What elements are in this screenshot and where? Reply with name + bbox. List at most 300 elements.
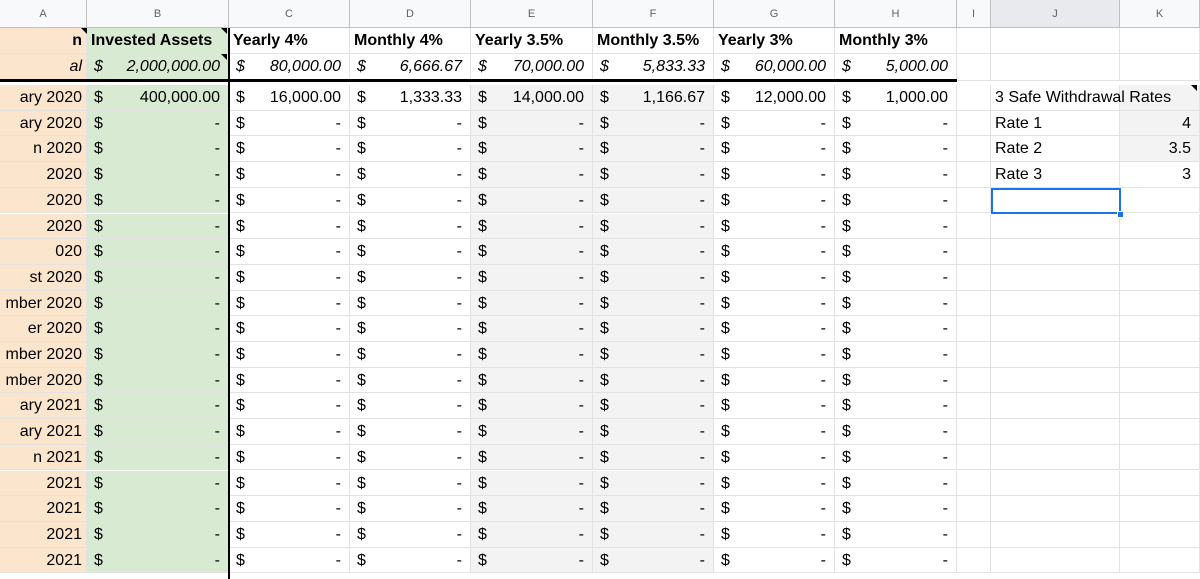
cell-f1[interactable] [593,28,714,54]
currency-symbol: $ [236,58,245,75]
cell-c8[interactable] [229,214,350,240]
cell-g4[interactable] [714,111,835,137]
cell-e9[interactable] [471,239,593,265]
cell-j16[interactable] [991,419,1120,445]
currency-symbol: $ [357,474,366,492]
cell-a4[interactable] [0,111,87,137]
cell-f9[interactable] [593,239,714,265]
cell-g8[interactable] [714,214,835,240]
amount-value: - [578,268,584,286]
cell-i10[interactable] [957,265,991,291]
cell-j18[interactable] [991,471,1120,497]
cell-j8[interactable] [991,214,1120,240]
cell-c10[interactable] [229,265,350,291]
cell-a2[interactable] [0,54,87,81]
cell-g14[interactable] [714,368,835,394]
cell-b20[interactable] [87,522,229,548]
cell-b10[interactable] [87,265,229,291]
amount-value: - [942,114,948,132]
cell-h21[interactable] [835,548,957,574]
cell-i8[interactable] [957,214,991,240]
cell-a5[interactable] [0,136,87,162]
cell-a19[interactable] [0,496,87,522]
month-label: ary 2021 [19,423,82,441]
cell-e5[interactable] [471,136,593,162]
column-header-f[interactable]: F [593,0,714,28]
amount-value: - [335,551,341,569]
column-header-b[interactable]: B [87,0,229,28]
cell-h12[interactable] [835,316,957,342]
cell-d8[interactable] [350,214,471,240]
cell-c6[interactable] [229,162,350,188]
amount-value: 1,333.33 [399,89,462,106]
cell-i1[interactable] [957,28,991,54]
cell-f13[interactable] [593,342,714,368]
cell-h11[interactable] [835,291,957,317]
cell-g1[interactable] [714,28,835,54]
currency-symbol: $ [842,500,851,518]
cell-d19[interactable] [350,496,471,522]
cell-h1[interactable] [835,28,957,54]
cell-h7[interactable] [835,188,957,214]
cell-e12[interactable] [471,316,593,342]
cell-i17[interactable] [957,445,991,471]
currency-symbol: $ [357,525,366,543]
cell-k17[interactable] [1120,445,1200,471]
cell-g20[interactable] [714,522,835,548]
cell-d6[interactable] [350,162,471,188]
cell-g21[interactable] [714,548,835,574]
cell-f4[interactable] [593,111,714,137]
cell-i7[interactable] [957,188,991,214]
cell-g9[interactable] [714,239,835,265]
cell-d11[interactable] [350,291,471,317]
cell-d9[interactable] [350,239,471,265]
currency-symbol: $ [842,371,851,389]
cell-c16[interactable] [229,419,350,445]
column-header-k[interactable]: K [1120,0,1200,28]
cell-b14[interactable] [87,368,229,394]
cell-d21[interactable] [350,548,471,574]
cell-k20[interactable] [1120,522,1200,548]
cell-b12[interactable] [87,316,229,342]
cell-a16[interactable] [0,419,87,445]
cell-a21[interactable] [0,548,87,574]
cell-e2[interactable] [471,54,593,81]
cell-e17[interactable] [471,445,593,471]
cell-j9[interactable] [991,239,1120,265]
amount-value: - [214,320,220,338]
cell-i15[interactable] [957,393,991,419]
cell-j17[interactable] [991,445,1120,471]
cell-f19[interactable] [593,496,714,522]
cell-i19[interactable] [957,496,991,522]
cell-i16[interactable] [957,419,991,445]
cell-h5[interactable] [835,136,957,162]
cell-b5[interactable] [87,136,229,162]
currency-symbol: $ [721,217,730,235]
cell-j13[interactable] [991,342,1120,368]
cell-b17[interactable] [87,445,229,471]
cell-j20[interactable] [991,522,1120,548]
cell-i3[interactable] [957,85,991,111]
cell-e7[interactable] [471,188,593,214]
amount-value: - [214,268,220,286]
cell-g16[interactable] [714,419,835,445]
cell-b9[interactable] [87,239,229,265]
cell-c9[interactable] [229,239,350,265]
cell-a15[interactable] [0,393,87,419]
cell-g3[interactable] [714,85,835,111]
cell-d15[interactable] [350,393,471,419]
cell-c2[interactable] [229,54,350,81]
cell-d3[interactable] [350,85,471,111]
cell-k8[interactable] [1120,214,1200,240]
currency-symbol: $ [357,397,366,415]
amount-value: - [335,320,341,338]
currency-symbol: $ [478,423,487,441]
cell-f7[interactable] [593,188,714,214]
cell-e3[interactable] [471,85,593,111]
cell-a9[interactable] [0,239,87,265]
cell-e13[interactable] [471,342,593,368]
cell-a6[interactable] [0,162,87,188]
amount-value: - [456,114,462,132]
cell-j14[interactable] [991,368,1120,394]
column-header-j[interactable]: J [991,0,1120,28]
fill-handle[interactable] [1117,211,1124,218]
cell-j4[interactable] [991,111,1120,137]
currency-symbol: $ [236,423,245,441]
amount-value: - [820,243,826,261]
cell-i18[interactable] [957,471,991,497]
cell-i21[interactable] [957,548,991,574]
cell-b16[interactable] [87,419,229,445]
cell-e19[interactable] [471,496,593,522]
cell-k10[interactable] [1120,265,1200,291]
cell-a8[interactable] [0,214,87,240]
cell-e15[interactable] [471,393,593,419]
side-table-title: 3 Safe Withdrawal Rates [995,89,1172,106]
cell-d5[interactable] [350,136,471,162]
amount-value: - [578,448,584,466]
currency-symbol: $ [236,500,245,518]
cell-b21[interactable] [87,548,229,574]
amount-value: - [214,191,220,209]
cell-e11[interactable] [471,291,593,317]
cell-e10[interactable] [471,265,593,291]
cell-f2[interactable] [593,54,714,81]
cell-h4[interactable] [835,111,957,137]
currency-symbol: $ [600,448,609,466]
cell-b7[interactable] [87,188,229,214]
cell-e1[interactable] [471,28,593,54]
header-label: Yearly 3% [718,32,793,49]
cell-d20[interactable] [350,522,471,548]
cell-f16[interactable] [593,419,714,445]
cell-f8[interactable] [593,214,714,240]
cell-f3[interactable] [593,85,714,111]
cell-b11[interactable] [87,291,229,317]
cell-f10[interactable] [593,265,714,291]
cell-f20[interactable] [593,522,714,548]
cell-f6[interactable] [593,162,714,188]
amount-value: - [335,114,341,132]
currency-symbol: $ [842,140,851,158]
cell-h13[interactable] [835,342,957,368]
cell-c7[interactable] [229,188,350,214]
cell-i4[interactable] [957,111,991,137]
cell-d17[interactable] [350,445,471,471]
cell-b15[interactable] [87,393,229,419]
cell-g18[interactable] [714,471,835,497]
cell-c21[interactable] [229,548,350,574]
cell-k14[interactable] [1120,368,1200,394]
cell-k19[interactable] [1120,496,1200,522]
cell-f14[interactable] [593,368,714,394]
currency-symbol: $ [478,320,487,338]
cell-b8[interactable] [87,214,229,240]
cell-e14[interactable] [471,368,593,394]
cell-i2[interactable] [957,54,991,81]
cell-a14[interactable] [0,368,87,394]
cell-e21[interactable] [471,548,593,574]
cell-c11[interactable] [229,291,350,317]
cell-h14[interactable] [835,368,957,394]
cell-d13[interactable] [350,342,471,368]
cell-i20[interactable] [957,522,991,548]
cell-f18[interactable] [593,471,714,497]
cell-j6[interactable] [991,162,1120,188]
cell-k18[interactable] [1120,471,1200,497]
currency-symbol: $ [721,371,730,389]
amount-value: - [456,500,462,518]
cell-b1[interactable] [87,28,229,54]
cell-c15[interactable] [229,393,350,419]
cell-e20[interactable] [471,522,593,548]
cell-c18[interactable] [229,471,350,497]
cell-f12[interactable] [593,316,714,342]
cell-h17[interactable] [835,445,957,471]
cell-c13[interactable] [229,342,350,368]
cell-d14[interactable] [350,368,471,394]
cell-g6[interactable] [714,162,835,188]
currency-symbol: $ [478,140,487,158]
cell-k11[interactable] [1120,291,1200,317]
rate-label: Rate 1 [995,114,1043,132]
cell-g12[interactable] [714,316,835,342]
cell-k4[interactable] [1120,111,1200,137]
cell-a13[interactable] [0,342,87,368]
cell-h2[interactable] [835,54,957,81]
currency-symbol: $ [842,474,851,492]
cell-d4[interactable] [350,111,471,137]
cell-b3[interactable] [87,85,229,111]
active-cell-selection[interactable] [991,188,1121,215]
amount-value: - [456,551,462,569]
cell-i11[interactable] [957,291,991,317]
cell-b4[interactable] [87,111,229,137]
cell-d12[interactable] [350,316,471,342]
cell-a18[interactable] [0,471,87,497]
cell-i14[interactable] [957,368,991,394]
cell-d18[interactable] [350,471,471,497]
cell-i6[interactable] [957,162,991,188]
cell-c1[interactable] [229,28,350,54]
cell-e8[interactable] [471,214,593,240]
cell-e18[interactable] [471,471,593,497]
cell-j15[interactable] [991,393,1120,419]
cell-b6[interactable] [87,162,229,188]
cell-h8[interactable] [835,214,957,240]
cell-h16[interactable] [835,419,957,445]
column-header-d[interactable]: D [350,0,471,28]
cell-h10[interactable] [835,265,957,291]
cell-j1[interactable] [991,28,1120,54]
cell-j19[interactable] [991,496,1120,522]
cell-k15[interactable] [1120,393,1200,419]
cell-h18[interactable] [835,471,957,497]
currency-symbol: $ [842,551,851,569]
cell-k7[interactable] [1120,188,1200,214]
amount-value: - [578,371,584,389]
currency-symbol: $ [236,525,245,543]
cell-g2[interactable] [714,54,835,81]
cell-b13[interactable] [87,342,229,368]
currency-symbol: $ [94,423,103,441]
cell-i12[interactable] [957,316,991,342]
month-label: mber 2020 [5,346,82,363]
month-label: 2021 [46,500,82,518]
cell-g7[interactable] [714,188,835,214]
cell-f21[interactable] [593,548,714,574]
cell-h15[interactable] [835,393,957,419]
column-header-g[interactable]: G [714,0,835,28]
cell-b19[interactable] [87,496,229,522]
cell-g17[interactable] [714,445,835,471]
cell-d2[interactable] [350,54,471,81]
total-amount: 6,666.67 [399,58,462,75]
cell-j5[interactable] [991,136,1120,162]
amount-value: - [699,525,705,543]
cell-h6[interactable] [835,162,957,188]
cell-g15[interactable] [714,393,835,419]
cell-k9[interactable] [1120,239,1200,265]
cell-c17[interactable] [229,445,350,471]
currency-symbol: $ [842,320,851,338]
cell-g19[interactable] [714,496,835,522]
cell-c20[interactable] [229,522,350,548]
amount-value: - [578,166,584,184]
cell-a10[interactable] [0,265,87,291]
amount-value: - [335,448,341,466]
currency-symbol: $ [721,191,730,209]
cell-k6[interactable] [1120,162,1200,188]
column-header-i[interactable]: I [957,0,991,28]
cell-a1[interactable] [0,28,87,54]
cell-b18[interactable] [87,471,229,497]
cell-h20[interactable] [835,522,957,548]
column-header-e[interactable]: E [471,0,593,28]
cell-a11[interactable] [0,291,87,317]
cell-g11[interactable] [714,291,835,317]
month-label: er 2020 [27,320,82,338]
cell-d10[interactable] [350,265,471,291]
cell-k1[interactable] [1120,28,1200,54]
cell-g10[interactable] [714,265,835,291]
cell-c3[interactable] [229,85,350,111]
column-header-a[interactable]: A [0,0,87,28]
cell-c14[interactable] [229,368,350,394]
amount-value: - [820,191,826,209]
cell-i5[interactable] [957,136,991,162]
cell-f11[interactable] [593,291,714,317]
cell-k13[interactable] [1120,342,1200,368]
cell-g5[interactable] [714,136,835,162]
currency-symbol: $ [478,474,487,492]
currency-symbol: $ [842,89,851,106]
cell-j21[interactable] [991,548,1120,574]
cell-h9[interactable] [835,239,957,265]
cell-a20[interactable] [0,522,87,548]
currency-symbol: $ [357,500,366,518]
cell-j10[interactable] [991,265,1120,291]
cell-c12[interactable] [229,316,350,342]
cell-c4[interactable] [229,111,350,137]
cell-k21[interactable] [1120,548,1200,574]
cell-j3[interactable] [991,85,1172,111]
cell-g13[interactable] [714,342,835,368]
currency-symbol: $ [478,166,487,184]
cell-h3[interactable] [835,85,957,111]
cell-e4[interactable] [471,111,593,137]
cell-j11[interactable] [991,291,1120,317]
cell-f5[interactable] [593,136,714,162]
cell-k2[interactable] [1120,54,1200,81]
cell-e16[interactable] [471,419,593,445]
cell-e6[interactable] [471,162,593,188]
cell-f17[interactable] [593,445,714,471]
cell-a17[interactable] [0,445,87,471]
cell-d1[interactable] [350,28,471,54]
cell-j12[interactable] [991,316,1120,342]
cell-c5[interactable] [229,136,350,162]
cell-c19[interactable] [229,496,350,522]
cell-d7[interactable] [350,188,471,214]
currency-symbol: $ [94,294,103,312]
total-amount: 70,000.00 [512,58,584,75]
column-header-h[interactable]: H [835,0,957,28]
cell-i9[interactable] [957,239,991,265]
month-label: 020 [55,243,82,261]
cell-k5[interactable] [1120,136,1200,162]
cell-a7[interactable] [0,188,87,214]
currency-symbol: $ [721,294,730,312]
amount-value: - [699,551,705,569]
cell-a3[interactable] [0,85,87,111]
cell-d16[interactable] [350,419,471,445]
cell-k12[interactable] [1120,316,1200,342]
currency-symbol: $ [721,448,730,466]
cell-f15[interactable] [593,393,714,419]
cell-k16[interactable] [1120,419,1200,445]
column-header-c[interactable]: C [229,0,350,28]
cell-a12[interactable] [0,316,87,342]
cell-i13[interactable] [957,342,991,368]
cell-j2[interactable] [991,54,1120,81]
cell-b2[interactable] [87,54,229,81]
cell-h19[interactable] [835,496,957,522]
